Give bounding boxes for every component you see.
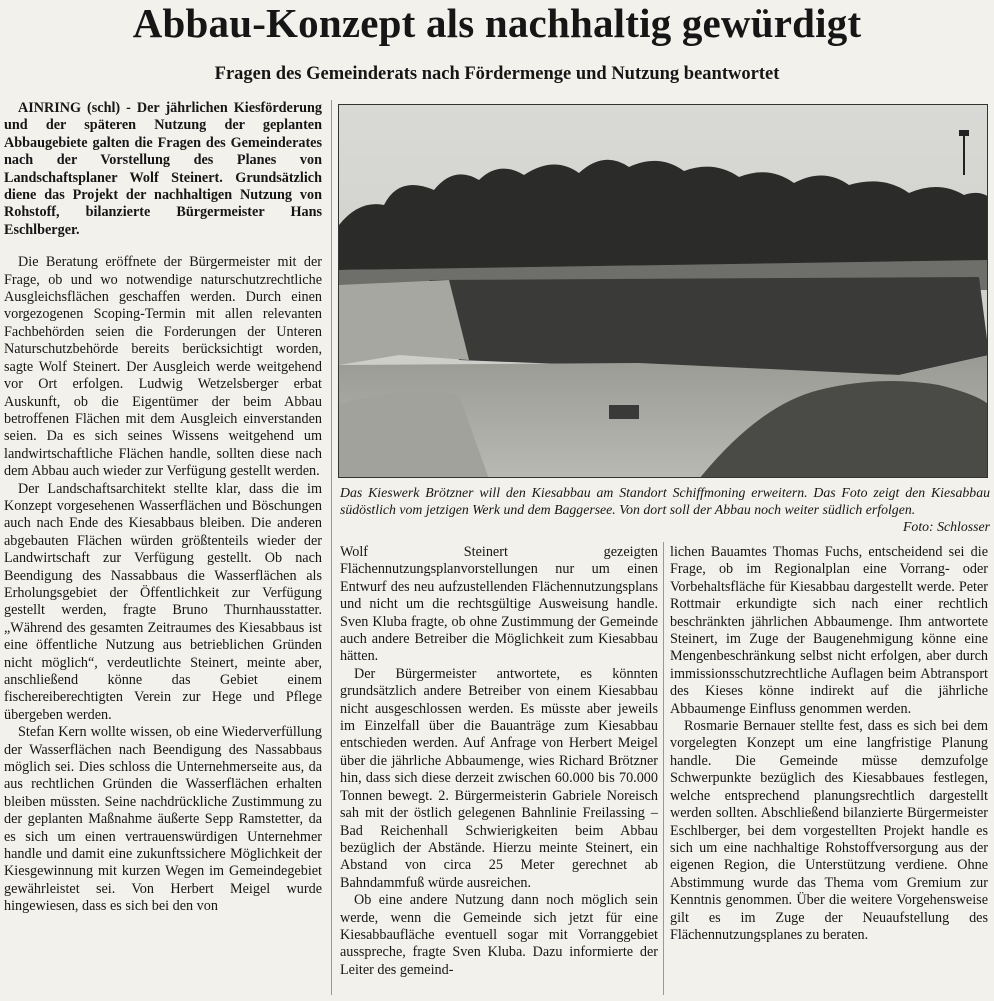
gravel-pit-photo [338,104,988,478]
lead-paragraph: AINRING (schl) - Der jährlichen Kiesförderung und der späteren Nutzung der geplanten Abbaugebiete galten die Fragen des Gemeinderates nach der Vorstellung des Planes von Landschaftsplaner Wolf Steinert. Grundsätzlich diene das Projekt der nachhaltigen Nutzung von Rohstoff, bilanzierte Bürgermeister Hans Eschlberger. [4,100,322,238]
headline: Abbau-Konzept als nachhaltig gewürdigt [132,0,862,46]
photo-caption-text: Das Kieswerk Brötzner will den Kiesabbau am Standort Schiffmoning erweitern. Das Foto zeigt den Kiesabbau südöstlich vom jetzigen Werk und dem Baggersee. Von dort soll der Abbau noch weiter südlich erfolgen. [340,485,990,517]
article-column-3 [670,544,988,944]
body-paragraph: lichen Bauamtes Thomas Fuchs, entscheidend sei die Frage, ob im Regionalplan eine Vorrang- oder Vorbehaltsfläche für Kiesabbau dargestellt werde. Peter Rottmair erkundigte sich nach einer rechtlich beschränkten jährlichen Abbaumenge. Ihm antwortete Steinert, im Zuge der Baugenehmigung könne eine Mengenbeschränkung selbst nicht erfolgen, aber durch immissionsschutzrechtliche Auflagen beim Abtransport des Kieses könne indirekt auf die jährliche Abbaumenge Einfluss genommen werden. [670,544,988,717]
subheadline: Fragen des Gemeinderats nach Fördermenge und Nutzung beantwortet [214,64,780,84]
column-divider [663,542,664,995]
body-paragraph: Die Beratung eröffnete der Bürgermeister mit der Frage, ob und wo notwendige naturschutzrechtliche Ausgleichsflächen geschaffen werden. Durch einen vorgezogenen Scoping-Termin mit allen relevanten Fachbehörden seien die Forderungen der Unteren Naturschutzbehörde bereits berücksichtigt worden, sagte Wolf Steinert. Der Ausgleich werde weitgehend vor Ort erfolgen. Ludwig Wetzelsberger erbat Auskunft, ob die Eigentümer der beim Abbau betroffenen Flächen mit dem Ausgleich einverstanden seien. Da es sich seines Wissens weitgehend um landwirtschaftliche Flächen handle, sollten diese nach dem Abbau auch wieder zur Verfügung gestellt werden. [4,254,322,480]
body-paragraph: Wolf Steinert gezeigten Flächennutzungsplanvorstellungen nur um einen Entwurf des neu aufzustellenden Flächennutzungsplans und nicht um die rechtsgültige Ausweisung handle. Sven Kluba fragte, ob ohne Zustimmung der Gemeinde auch andere Betreiber die Möglichkeit zum Kiesabbau hätten. [340,544,658,665]
body-paragraph: Rosmarie Bernauer stellte fest, dass es sich bei dem vorgelegten Konzept um eine langfristige Planung handle. Die Gemeinde müsse demzufolge Schwerpunkte bezüglich des Kiesabbaues festlegen, welche entsprechend planungsrechtlich dargestellt werden sollten. Abschließend bilanzierte Bürgermeister Eschlberger, bei dem vorgestellten Projekt handle es sich um eine nachhaltige Rohstoffversorgung aus der eigenen Region, die Unterstützung verdiene. Ohne Abstimmung wurde das Thema vom Gremium zur Kenntnis genommen. Über die weitere Vorgehensweise gilt es im Zuge der Neuaufstellung des Flächennutzungsplanes zu beraten. [670,718,988,943]
article-column-2 [340,544,658,979]
photo-credit: Foto: Schlosser [903,519,990,534]
body-paragraph: Der Landschaftsarchitekt stellte klar, dass die im Konzept vorgesehenen Wasserflächen und Böschungen auch nach Ende des Kiesabbaus bleiben. Die anderen abgebauten Flächen würden größtenteils wieder der Landwirtschaft zur Verfügung gestellt. Ob nach Beendigung des Nassabbaus die Wasserflächen als Erholungsgebiet der Öffentlichkeit zur Verfügung gestellt werden, fragte Bruno Thurnhausstatter. „Während des gesamten Zeitraumes des Kiesabbaus ist eine öffentliche Nutzung aus betrieblichen Gründen nicht möglich“, verdeutlichte Steinert, meinte aber, anschließend könne das Gebiet einem fischereiberechtigten Verein zur Hege und Pflege übergeben werden. [4,480,322,723]
body-paragraph: Ob eine andere Nutzung dann noch möglich sein werde, wenn die Gemeinde sich jetzt für eine Kiesabbaufläche eventuell sogar mit Vorranggebiet ausspreche, fragte Sven Kluba. Dazu informierte der Leiter des gemeind- [340,892,658,978]
article-column-1 [4,100,322,916]
body-paragraph: Stefan Kern wollte wissen, ob eine Wiederverfüllung der Wasserflächen nach Beendigung des Nassabbaus möglich sei. Dies schloss die Unternehmerseite aus, da aus rechtlichen Gründen die Wasserflächen erhalten bleiben müssten. Seine nachdrückliche Zustimmung zu der geplanten Maßnahme äußerte Sepp Ramstetter, da es sich um einen vertrauenswürdigen Unternehmer handle und damit eine zukunftssichere Möglichkeit der Kiesgewinnung mit kurzen Wegen im Gemeindegebiet gewährleistet sei. Von Herbert Meigel wurde hingewiesen, dass es sich bei den von [4,724,322,915]
body-paragraph: Der Bürgermeister antwortete, es könnten grundsätzlich andere Betreiber von einem Kiesabbau nicht ausgeschlossen werden. Es müsste aber jeweils im Einzelfall über die Bauanträge zum Kiesabbau entschieden werden. Auf Anfrage von Herbert Meigel über die jährliche Abbaumenge, wies Richard Brötzner hin, dass sich diese derzeit zwischen 60.000 bis 70.000 Tonnen bewegt. 2. Bürgermeisterin Gabriele Noreisch sah mit der östlich gelegenen Bahnlinie Freilassing – Bad Reichenhall Schwierigkeiten beim Abbau bezüglich der Abstände. Hierzu meinte Steinert, ein Abstand von circa 25 Meter gerechnet ab Bahndammfuß würde ausreichen. [340,665,658,891]
photo-caption [340,484,990,535]
column-divider [331,100,332,995]
